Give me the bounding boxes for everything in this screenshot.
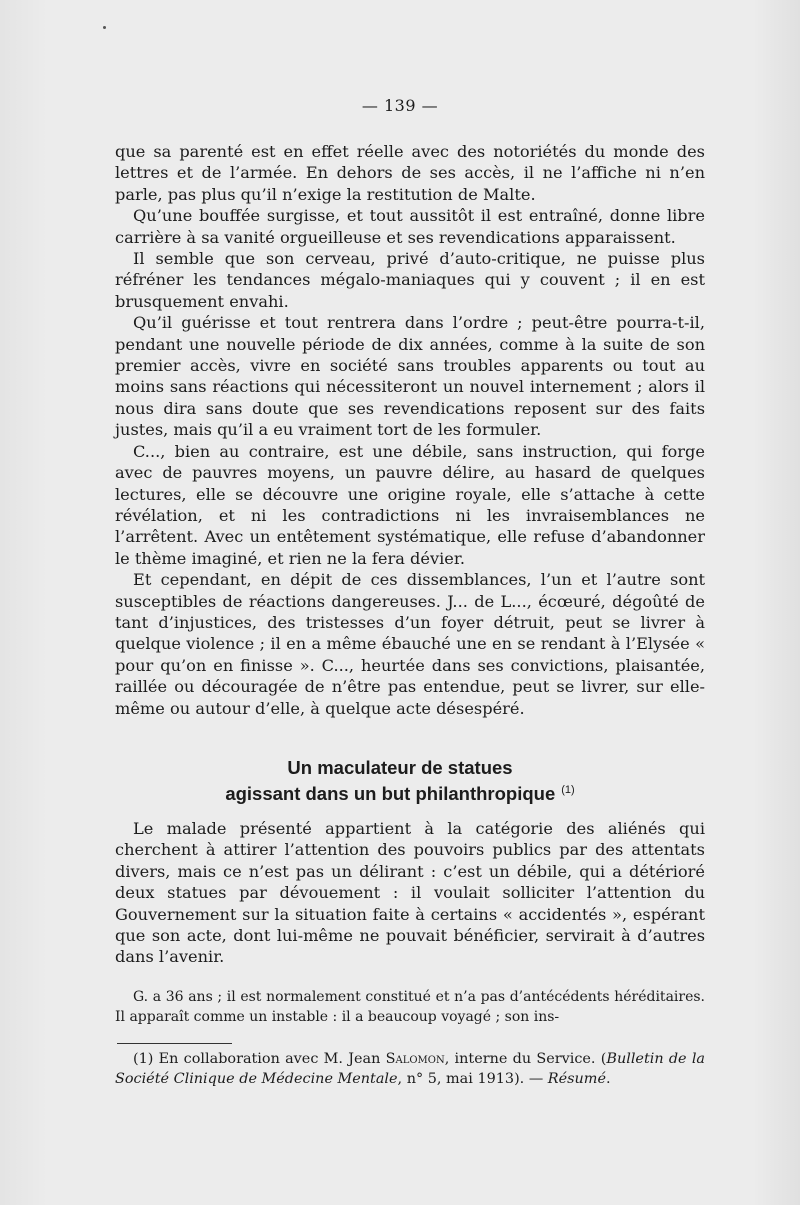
footnote-resume: Résumé (547, 1070, 606, 1087)
footnote-journal: Bulletin de la Société Clinique de Médecine Mentale (115, 1051, 706, 1087)
section-title-line-1: Un maculateur de statues (287, 757, 513, 778)
paragraph-5: C..., bien au contraire, est une débile, sans instruction, qui forge avec de pauvres moyens, un pauvre délire, au hasard de quelques lectures, elle se découvre une origine royale, elle s’attache à cette révélation, et ni les contradictions ni les invraisemblances ne l’arrêtent. Avec un entêtement systématique, elle refuse d’abandonner le thème imaginé, et rien ne la fera dévier. (115, 441, 705, 568)
section-intro (115, 818, 705, 968)
paragraph-4: Qu’il guérisse et tout rentrera dans l’ordre ; peut-être pourra-t-il, pendant une nouvelle période de dix années, comme à la suite de son premier accès, vivre en société sans troubles apparents ou tout au moins sans réactions qui nécessiteront un nouvel internement ; alors il nous dira sans doute que ses revendications reposent sur des faits justes, mais qu’il a eu vraiment tort de les formuler. (115, 313, 705, 440)
footnote-marker: (1) (133, 1051, 154, 1067)
footnote-text-3: , n° 5, mai 1913). — (397, 1070, 544, 1087)
print-speck (103, 26, 106, 29)
section-intro-paragraph: Le malade présenté appartient à la catégorie des aliénés qui cherchent à attirer l’attention des pouvoirs publics par des attentats divers, mais ce n’est pas un délirant : c’est un débile, qui a détérioré deux statues par dévouement : il voulait solliciter l’attention du Gouvernement sur la situation faite à certains « accidentés », espérant que son acte, dont lui-même ne pouvait bénéficier, servirait à d’autres dans l’avenir. (115, 819, 705, 967)
paragraph-6: Et cependant, en dépit de ces dissemblances, l’un et l’autre sont susceptibles de réactions dangereuses. J... de L..., écœuré, dégoûté de tant d’injustices, des tristesses d’un foyer détruit, peut se livrer à quelque violence ; il en a même ébauché une en se rendant à l’Elysée « pour qu’on en finisse ». C..., heurtée dans ses convictions, plaisantée, raillée ou découragée de n’être pas entendue, peut se livrer, sur elle-même ou autour d’elle, à quelque acte désespéré. (115, 570, 705, 718)
case-description (115, 988, 705, 1027)
paragraph-2: Qu’une bouffée surgisse, et tout aussitôt il est entraîné, donne libre carrière à sa vanité orgueilleuse et ses revendications apparaissent. (115, 206, 705, 247)
paragraph-3: Il semble que son cerveau, privé d’auto-critique, ne puisse plus réfréner les tendances mégalo-maniaques qui y couvent ; il en est brusquement envahi. (115, 249, 705, 311)
footnote (115, 1050, 705, 1089)
page-number: — 139 — (361, 96, 439, 115)
footnote-divider (117, 1043, 232, 1044)
section-title-line-2: agissant dans un but philanthropique (225, 783, 556, 805)
section-heading (0, 757, 800, 805)
footnote-text-2: , interne du Service. ( (444, 1051, 607, 1067)
main-text (115, 141, 705, 719)
footnote-reference[interactable]: (1) (561, 784, 575, 796)
paragraph-1: que sa parenté est en effet réelle avec des notoriétés du monde des lettres et de l’armée. En dehors de ses accès, il ne l’affiche ni n’en parle, pas plus qu’il n’exige la restitution de Malte. (115, 142, 705, 204)
footnote-text-1: En collaboration avec M. Jean (158, 1051, 381, 1067)
footnote-text-4: . (605, 1070, 611, 1087)
case-paragraph: G. a 36 ans ; il est normalement constitué et n’a pas d’antécédents héréditaires. Il apparaît comme un instable : il a beaucoup voyagé ; son ins- (115, 989, 705, 1025)
footnote-author: Salomon (385, 1051, 445, 1067)
